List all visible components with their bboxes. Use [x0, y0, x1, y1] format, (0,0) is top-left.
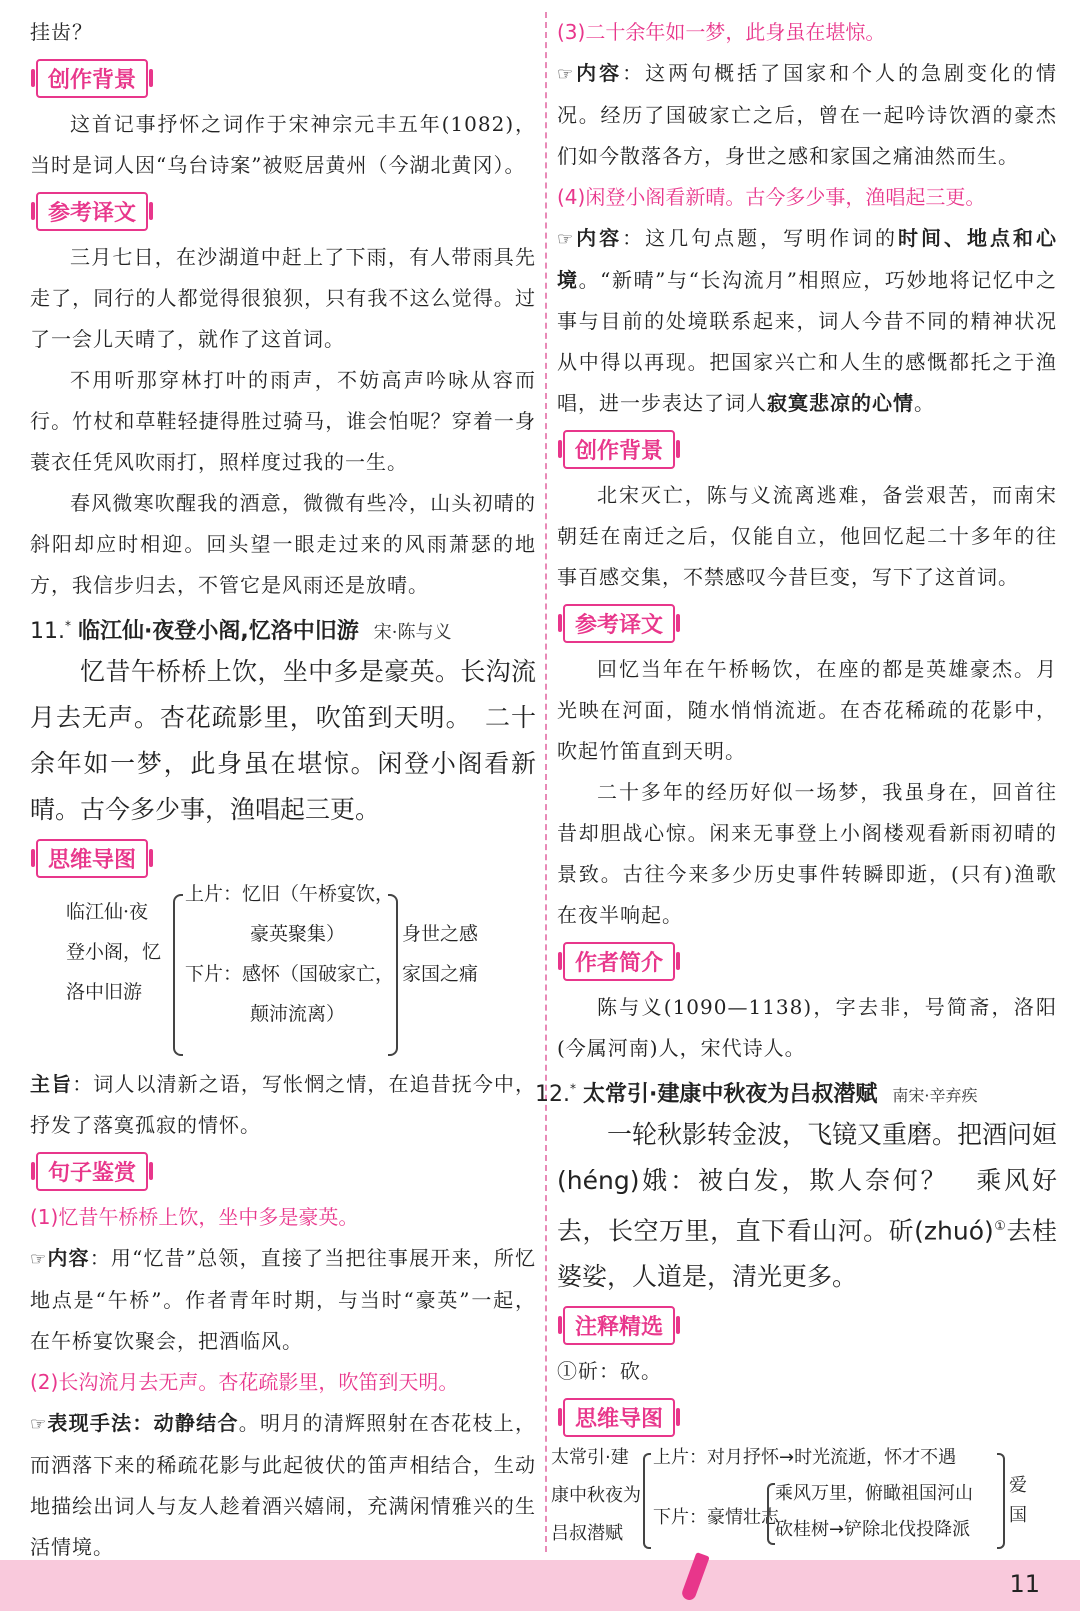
map-branch: 豪英聚集） [250, 923, 346, 945]
map-root-line: 临江仙·夜 [66, 901, 149, 923]
section-badge-notes: 注释精选 [563, 1306, 675, 1345]
map-sub-branch: 乘风万里，俯瞰祖国河山 [775, 1483, 973, 1505]
translation-paragraph: 春风微寒吹醒我的酒意，微微有些冷，山头初晴的斜阳却应时相迎。回头望一眼走过来的风雨萧瑟的地方，我信步归去，不管它是风雨还是放晴。 [30, 491, 536, 597]
analysis-text: ：这两句概括了国家和个人的急剧变化的情况。经历了国破家亡之后，曾在一起吟诗饮酒的豪杰们如今散落各方，身世之感和家国之痛油然而生。 [557, 61, 1058, 168]
analysis-label: 内容 [47, 1246, 90, 1270]
note-text: ①斫：砍。 [557, 1359, 662, 1384]
map-branch: 上片：对月抒怀→时光流逝，怀才不遇 [653, 1447, 957, 1469]
map-root-line: 吕叔潜赋 [551, 1523, 623, 1545]
analysis-label: 表现手法 [47, 1411, 133, 1435]
section-badge-mindmap: 思维导图 [36, 839, 148, 878]
section-badge-mindmap: 思维导图 [563, 1398, 675, 1437]
right-column [535, 0, 1058, 1553]
poem-author: 南宋·辛弃疾 [892, 1086, 978, 1105]
analysis-bold: 寂寞悲凉的心情 [767, 391, 914, 415]
translation-paragraph: 回忆当年在午桥畅饮，在座的都是英雄豪杰。月光映在河面，随水悄悄流逝。在杏花稀疏的花影中，吹起竹笛直到天明。 [557, 657, 1057, 763]
map-branch: 上片：忆旧（午桥宴饮， [185, 883, 395, 905]
poem-star: * [65, 618, 71, 633]
quote-line: (1)忆昔午桥桥上饮，坐中多是豪英。 [30, 1205, 359, 1229]
map-result: 身世之感 [402, 923, 479, 945]
analysis-paragraph [557, 218, 1057, 424]
poem-text-part: 去桂婆娑，人道是，清光更多。 [557, 1216, 1057, 1292]
analysis-text: 。明月的清辉照射在杏花枝上，而洒落下来的稀疏花影与此起彼伏的笛声相结合，生动地描绘出词人与友人趁着酒兴嬉闹，充满闲情雅兴的生活情境。 [30, 1411, 537, 1559]
map-result: 国 [1009, 1505, 1027, 1527]
analysis-text: ：这几句点题，写明作词的 [622, 226, 899, 250]
map-root-line: 洛中旧游 [66, 981, 143, 1003]
section-badge-background: 创作背景 [36, 59, 148, 98]
top-text: 挂齿？ [30, 20, 93, 44]
background-text: 这首记事抒怀之词作于宋神宗元丰五年(1082)，当时是词人因“乌台诗案”被贬居黄州（今湖北黄冈）。 [30, 112, 536, 177]
theme-label: 主旨 [30, 1072, 73, 1096]
analysis-paragraph [557, 53, 1057, 177]
map-brace [388, 894, 398, 1056]
poem-title: 太常引·建康中秋夜为吕叔潜赋 [583, 1082, 878, 1107]
poem-text [557, 1112, 1057, 1300]
author-text: 陈与义(1090—1138)，字去非，号简斋，洛阳(今属河南)人，宋代诗人。 [557, 995, 1057, 1060]
map-root-line: 康中秋夜为 [551, 1485, 641, 1507]
poem-text-part: 一轮秋影转金波，飞镜又重磨。把酒问姮(héng)娥：被白发，欺人奈何？ 乘风好去，长空万里，直下看山河。斫(zhuó) [557, 1120, 1058, 1246]
theme-text: ：词人以清新之语，写怅惘之情，在追昔抚今中，抒发了落寞孤寂的情怀。 [30, 1072, 537, 1137]
quote-line: (2)长沟流月去无声。杏花疏影里，吹笛到天明。 [30, 1370, 459, 1394]
poem-title-line [535, 1077, 1057, 1108]
poem-title-line [30, 614, 536, 645]
map-brace [767, 1483, 775, 1545]
section-badge-background: 创作背景 [563, 430, 675, 469]
analysis-label: 内容 [574, 226, 623, 250]
poem-star: * [570, 1081, 576, 1096]
map-result: 家国之痛 [402, 963, 479, 985]
analysis-label: 内容 [574, 61, 623, 85]
analysis-text: 。 [914, 391, 935, 415]
mind-map [551, 1443, 1057, 1553]
background-text: 北宋灭亡，陈与义流离逃难，备尝艰苦，而南宋朝廷在南迁之后，仅能自立，他回忆起二十多年的往事百感交集，不禁感叹今昔巨变，写下了这首词。 [557, 483, 1057, 589]
map-result: 爱 [1009, 1475, 1027, 1497]
pointing-hand-icon: ☞ [557, 64, 575, 85]
translation-paragraph: 三月七日，在沙湖道中赶上了下雨，有人带雨具先走了，同行的人都觉得很狼狈，只有我不这么觉得。过了一会儿天晴了，就作了这首词。 [30, 245, 536, 351]
map-root-line: 登小阁，忆 [66, 941, 162, 963]
map-branch: 下片：豪情壮志 [653, 1507, 779, 1529]
footnote-marker: ① [993, 1219, 1007, 1234]
analysis-text: 。“新晴”与“长沟流月”相照应，巧妙地将记忆中之事与目前的处境联系起来，词人今昔不同的精神状况从中得以再现。把国家兴亡和人生的感慨都托之于渔唱，进一步表达了词人 [557, 268, 1057, 415]
map-brace [173, 894, 183, 1056]
page-footer [0, 1560, 1080, 1611]
poem-text: 忆昔午桥桥上饮，坐中多是豪英。长沟流月去无声。杏花疏影里，吹笛到天明。 二十余年如一梦，此身虽在堪惊。闲登小阁看新晴。古今多少事，渔唱起三更。 [30, 657, 536, 824]
map-brace [643, 1453, 651, 1549]
section-badge-translation: 参考译文 [36, 192, 148, 231]
theme-paragraph [30, 1064, 536, 1146]
poem-number: 12. [535, 1082, 570, 1107]
page-number: 11 [1009, 1570, 1040, 1598]
poem-number: 11. [30, 619, 65, 644]
analysis-bold: 时间、地点和心境 [557, 226, 1058, 292]
poem-title: 临江仙·夜登小阁,忆洛中旧游 [78, 619, 359, 644]
translation-paragraph: 二十多年的经历好似一场梦，我虽身在，回首往昔却胆战心惊。闲来无事登上小阁楼观看新雨初晴的景致。古往今来多少历史事件转瞬即逝，(只有)渔歌在夜半响起。 [557, 780, 1057, 927]
map-sub-branch: 砍桂树→铲除北伐投降派 [775, 1519, 971, 1541]
pointing-hand-icon: ☞ [557, 229, 575, 250]
quote-line: (4)闲登小阁看新晴。古今多少事，渔唱起三更。 [557, 185, 986, 209]
mind-map [30, 884, 536, 1064]
analysis-paragraph [30, 1403, 536, 1568]
column-divider [545, 12, 547, 1552]
map-root-line: 太常引·建 [551, 1447, 629, 1469]
section-badge-author: 作者简介 [563, 942, 675, 981]
section-badge-appreciation: 句子鉴赏 [36, 1152, 148, 1191]
section-badge-translation: 参考译文 [563, 604, 675, 643]
map-branch: 下片：感怀（国破家亡， [185, 963, 395, 985]
poem-author: 宋·陈与义 [373, 622, 452, 643]
map-branch: 颠沛流离） [250, 1003, 346, 1025]
translation-paragraph: 不用听那穿林打叶的雨声，不妨高声吟咏从容而行。竹杖和草鞋轻捷得胜过骑马，谁会怕呢？穿着一身蓑衣任凭风吹雨打，照样度过我的一生。 [30, 368, 536, 474]
analysis-bold: ：动静结合 [132, 1411, 239, 1435]
quote-line: (3)二十余年如一梦，此身虽在堪惊。 [557, 20, 886, 44]
left-column [30, 0, 536, 1568]
pointing-hand-icon: ☞ [30, 1249, 48, 1270]
pointing-hand-icon: ☞ [30, 1414, 48, 1435]
analysis-paragraph [30, 1238, 536, 1362]
analysis-text: ：用“忆昔”总领，直接了当把往事展开来，所忆地点是“午桥”。作者青年时期，与当时“豪英”一起，在午桥宴饮聚会，把酒临风。 [30, 1246, 537, 1353]
map-brace [997, 1453, 1005, 1549]
